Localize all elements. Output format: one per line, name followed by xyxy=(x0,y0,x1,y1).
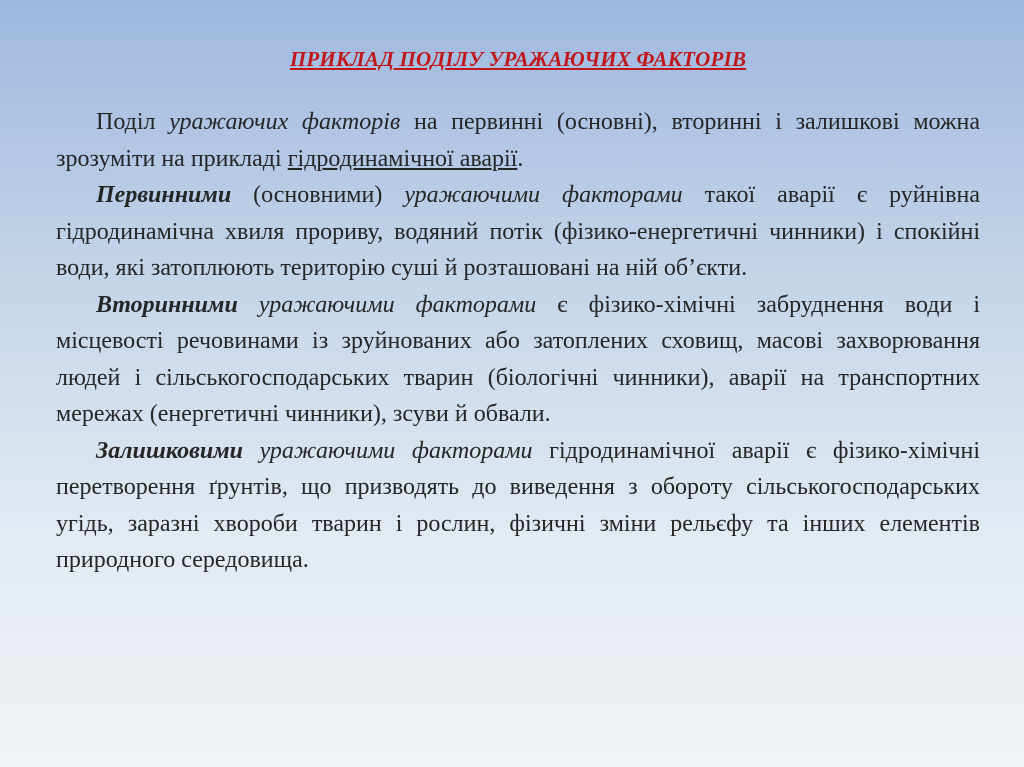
paragraph-primary xyxy=(56,177,980,287)
text-run: . xyxy=(517,145,524,172)
italic-term: уражаючими факторами xyxy=(404,182,683,208)
italic-term: уражаючих факторів xyxy=(169,109,401,135)
bold-italic-term: Вторинними xyxy=(96,291,238,318)
bold-italic-term: Залишковими xyxy=(96,437,243,464)
text-run xyxy=(243,438,260,464)
bold-italic-term: Первинними xyxy=(96,182,232,208)
paragraph-residual xyxy=(56,433,980,579)
slide-title: ПРИКЛАД ПОДІЛУ УРАЖАЮЧИХ ФАКТОРІВ xyxy=(289,47,747,71)
text-run: на первинні (основні), вторинні і залишкові можна зрозуміти на прикладі xyxy=(56,109,981,172)
slide-body xyxy=(56,104,980,579)
italic-term: уражаючими факторами xyxy=(259,437,533,464)
italic-term: уражаючими факторами xyxy=(258,291,537,318)
text-run: (основними) xyxy=(231,182,405,208)
slide xyxy=(56,0,980,579)
paragraph-secondary xyxy=(56,287,980,433)
text-run xyxy=(238,292,259,318)
text-run: є фізико-хімічні забруднення води і місцевості речовинами із зруйнованих або затоплених сховищ, масові захворювання людей і сільськогосподарських тварин (біологічні чинники), аварії на транспортних мережах (енергетичні чинники), зсуви й обвали. xyxy=(56,291,981,427)
text-run: гідродинамічної аварії є фізико-хімічні перетворення ґрунтів, що призводять до виведення з обороту сільськогосподарських угідь, заразні хвороби тварин і рослин, фізичні зміни рельєфу та інших елементів природного середовища. xyxy=(56,437,981,573)
underlined-term: гідродинамічної аварії xyxy=(287,145,518,172)
text-run: такої аварії є руйнівна гідродинамічна хвиля прориву, водяний потік (фізико-енергетичні чинники) і спокійні води, які затоплюють територію суші й розташовані на ній об’єкти. xyxy=(56,182,980,281)
paragraph-intro xyxy=(56,104,980,177)
text-run: Поділ xyxy=(96,109,170,135)
